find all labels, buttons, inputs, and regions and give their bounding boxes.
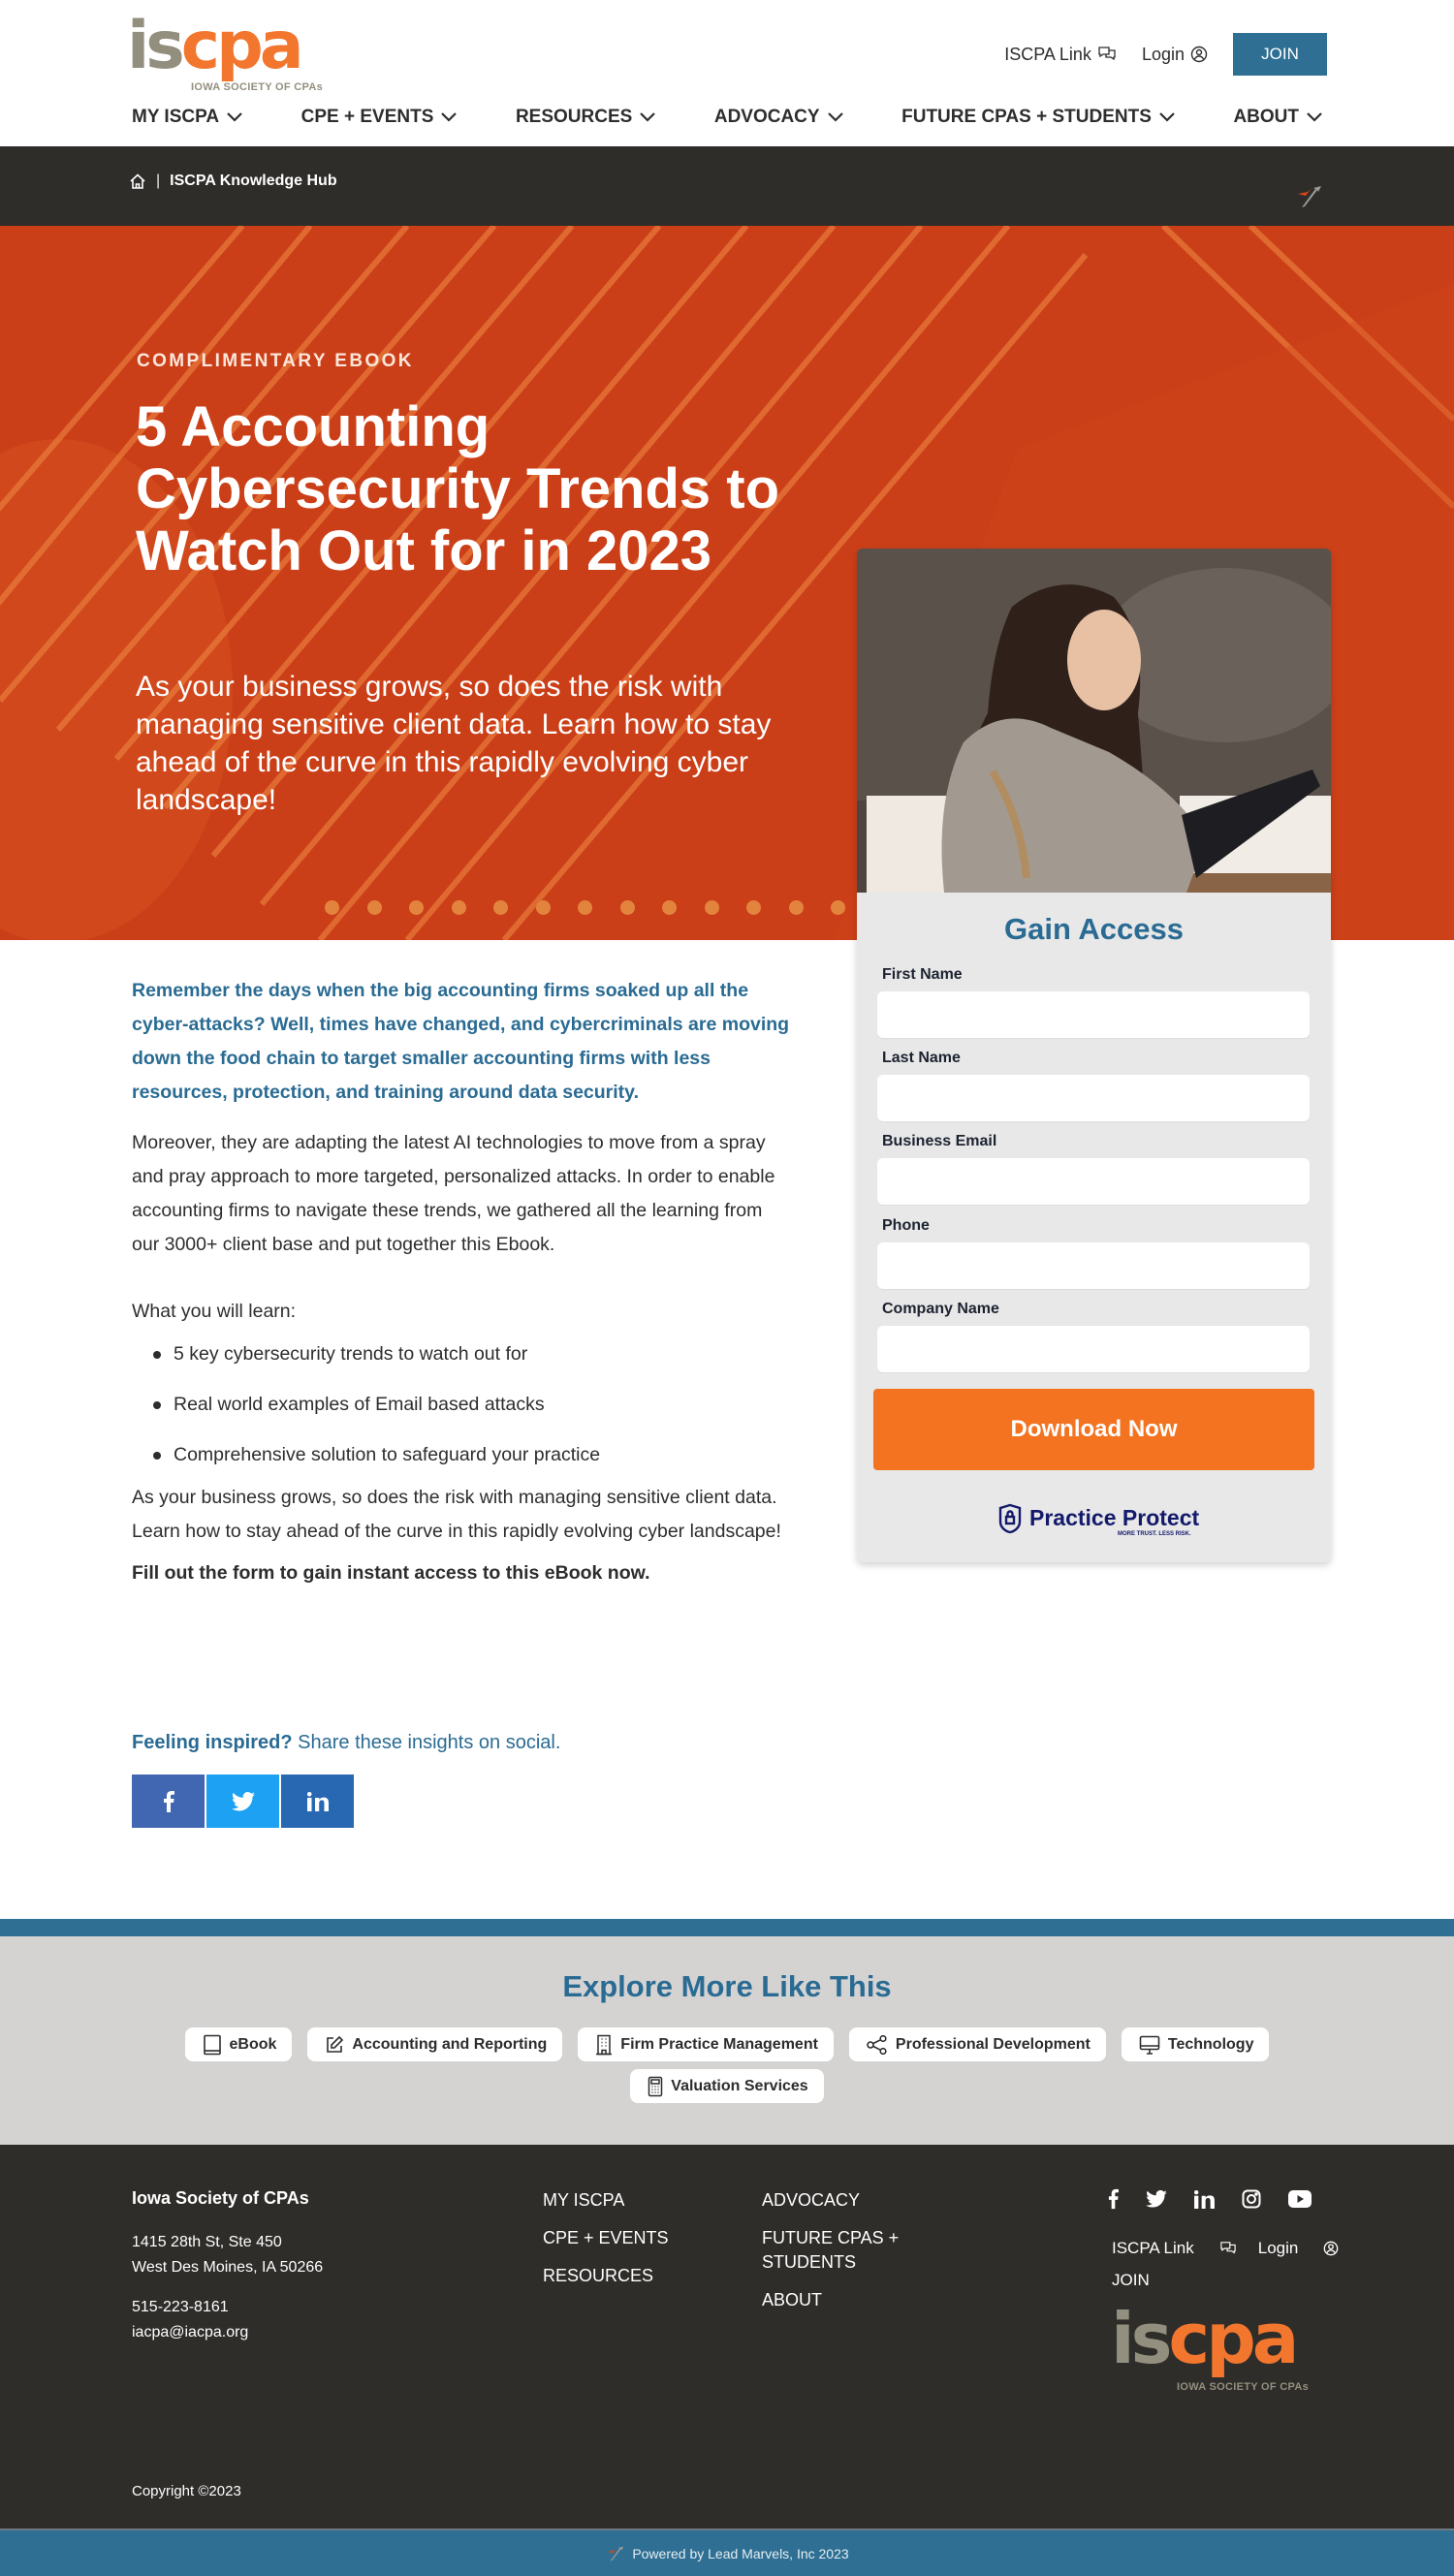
footer-facebook-link[interactable] — [1108, 2188, 1119, 2210]
share-facebook-button[interactable] — [132, 1775, 205, 1828]
body-paragraph: As your business grows, so does the risk with managing sensitive client data. Learn how to stay ahead of the curve in this rapidly evolving cyber landscape! — [132, 1487, 781, 1542]
footer-address: 1415 28th St, Ste 450 West Des Moines, IA 50266 — [132, 2234, 324, 2276]
logo-tagline: IOWA SOCIETY OF CPAs — [1177, 2381, 1309, 2393]
lead-marvels-icon — [605, 2543, 626, 2564]
footer-youtube-link[interactable] — [1288, 2190, 1312, 2208]
form-title: Gain Access — [1004, 912, 1184, 946]
footer-instagram-link[interactable] — [1242, 2189, 1261, 2209]
footer-social-links — [1108, 2188, 1339, 2210]
breadcrumb-current[interactable]: ISCPA Knowledge Hub — [170, 173, 337, 189]
learn-list — [132, 1339, 791, 1469]
first-name-label: First Name — [882, 966, 963, 983]
last-name-input[interactable] — [877, 1075, 1310, 1121]
chat-bubbles-icon — [1219, 2241, 1237, 2256]
tag-firm-practice-management[interactable]: Firm Practice Management — [578, 2027, 834, 2061]
company-name-label: Company Name — [882, 1301, 999, 1317]
download-now-button[interactable]: Download Now — [873, 1389, 1314, 1470]
main-nav — [132, 107, 1322, 128]
footer-twitter-link[interactable] — [1146, 2190, 1167, 2208]
practice-protect-logo: Practice Protect MORE TRUST. LESS RISK. — [998, 1503, 1199, 1534]
logo-wordmark: iscpa — [127, 8, 300, 84]
twitter-icon — [232, 1792, 255, 1811]
learn-heading: What you will learn: — [132, 1301, 297, 1322]
breadcrumb-bar — [0, 146, 1454, 226]
business-email-label: Business Email — [882, 1133, 997, 1149]
edit-icon — [325, 2035, 344, 2055]
topic-tags — [0, 2027, 1454, 2111]
footer-linkedin-link[interactable] — [1194, 2190, 1215, 2209]
site-footer — [0, 2145, 1454, 2529]
building-icon — [595, 2034, 613, 2056]
phone-input[interactable] — [877, 1242, 1310, 1289]
photo-illustration — [857, 549, 1331, 893]
footer-login-link[interactable]: Login — [1258, 2239, 1340, 2258]
monitor-icon — [1139, 2035, 1160, 2055]
nav-resources[interactable]: RESOURCES — [516, 107, 655, 128]
copyright-text: Copyright ©2023 — [132, 2483, 241, 2499]
footer-iscpa-link[interactable]: ISCPA Link — [1112, 2239, 1237, 2258]
share-prompt: Feeling inspired? Share these insights on social. — [132, 1732, 561, 1753]
user-circle-icon — [1190, 46, 1208, 63]
site-header — [0, 0, 1454, 146]
footer-link-future-cpas[interactable]: FUTURE CPAS + STUDENTS — [762, 2228, 900, 2272]
business-email-input[interactable] — [877, 1158, 1310, 1205]
list-item: Comprehensive solution to safeguard your practice — [132, 1440, 791, 1469]
footer-phone[interactable]: 515-223-8161 — [132, 2299, 229, 2315]
nav-advocacy[interactable]: ADVOCACY — [714, 107, 843, 128]
company-name-input[interactable] — [877, 1326, 1310, 1372]
footer-link-cpe-events[interactable]: CPE + EVENTS — [543, 2228, 669, 2247]
footer-link-advocacy[interactable]: ADVOCACY — [762, 2190, 861, 2210]
nav-future-cpas[interactable]: FUTURE CPAS + STUDENTS — [901, 107, 1175, 128]
nav-cpe-events[interactable]: CPE + EVENTS — [301, 107, 458, 128]
calculator-icon — [648, 2076, 663, 2097]
chevron-down-icon — [1307, 112, 1322, 122]
nav-about[interactable]: ABOUT — [1233, 107, 1322, 128]
tag-valuation-services[interactable]: Valuation Services — [630, 2069, 823, 2103]
linkedin-icon — [307, 1792, 329, 1811]
youtube-icon — [1288, 2190, 1312, 2208]
last-name-label: Last Name — [882, 1050, 961, 1066]
powered-by-bar — [0, 2529, 1454, 2576]
chevron-down-icon — [828, 112, 843, 122]
nav-my-iscpa[interactable]: MY ISCPA — [132, 107, 242, 128]
chevron-down-icon — [640, 112, 655, 122]
share-twitter-button[interactable] — [206, 1775, 279, 1828]
gain-access-form-card — [857, 549, 1331, 1562]
breadcrumb: | ISCPA Knowledge Hub — [129, 173, 337, 190]
iscpa-logo[interactable] — [127, 8, 340, 97]
footer-link-my-iscpa[interactable]: MY ISCPA — [543, 2190, 625, 2210]
tag-ebook[interactable]: eBook — [185, 2027, 293, 2061]
explore-top-border — [0, 1919, 1454, 1936]
footer-link-about[interactable]: ABOUT — [762, 2290, 823, 2309]
tag-professional-development[interactable]: Professional Development — [849, 2027, 1106, 2061]
woman-with-tablet-photo — [857, 549, 1331, 893]
join-button[interactable]: JOIN — [1233, 33, 1327, 76]
first-name-input[interactable] — [877, 991, 1310, 1038]
logo-wordmark: iscpa — [1111, 2298, 1296, 2379]
book-icon — [203, 2034, 222, 2056]
login-link[interactable]: Login — [1142, 45, 1208, 65]
logo-tagline: IOWA SOCIETY OF CPAs — [191, 81, 323, 93]
chevron-down-icon — [441, 112, 457, 122]
instagram-icon — [1242, 2189, 1261, 2209]
facebook-icon — [1108, 2188, 1119, 2210]
footer-email[interactable]: iacpa@iacpa.org — [132, 2324, 249, 2340]
footer-nav-col-1 — [543, 2188, 669, 2302]
body-paragraph: Moreover, they are adapting the latest AI technologies to move from a spray and pray approach to more targeted, personalized attacks. In order to enable accounting firms to navigate these trends, we gathered all the learning from our 3000+ client base and put together this Ebook. — [132, 1132, 775, 1255]
phone-label: Phone — [882, 1217, 930, 1234]
cta-text: Fill out the form to gain instant access to this eBook now. — [132, 1562, 650, 1584]
list-item: Real world examples of Email based attacks — [132, 1390, 791, 1419]
tag-accounting-reporting[interactable]: Accounting and Reporting — [307, 2027, 562, 2061]
chevron-down-icon — [1159, 112, 1175, 122]
utility-links — [1004, 33, 1327, 76]
lead-marvels-icon — [1294, 184, 1325, 209]
linkedin-icon — [1194, 2190, 1215, 2209]
hero-eyebrow: COMPLIMENTARY EBOOK — [137, 351, 414, 371]
twitter-icon — [1146, 2190, 1167, 2208]
footer-org-name: Iowa Society of CPAs — [132, 2188, 309, 2208]
lead-paragraph: Remember the days when the big accounting firms soaked up all the cyber-attacks? Well, times have changed, and cybercriminals are moving down the food chain to target smaller accounting firms with less resources, protection, and training around data security. — [132, 980, 790, 1103]
explore-title: Explore More Like This — [562, 1969, 892, 2003]
practice-protect-tagline: MORE TRUST. LESS RISK. — [1118, 1531, 1191, 1537]
powered-by-text[interactable]: Powered by Lead Marvels, Inc 2023 — [632, 2545, 849, 2561]
share-nodes-icon — [867, 2035, 888, 2055]
facebook-icon — [163, 1791, 174, 1812]
share-buttons — [132, 1775, 356, 1828]
dots-decoration — [325, 900, 873, 915]
list-item: 5 key cybersecurity trends to watch out for — [132, 1339, 791, 1368]
user-circle-icon — [1323, 2241, 1339, 2256]
share-linkedin-button[interactable] — [281, 1775, 354, 1828]
home-icon[interactable] — [129, 173, 146, 190]
hero-subtitle: As your business grows, so does the risk with managing sensitive client data. Learn how to stay ahead of the curve in this rapidly evolving cyber landscape! — [136, 671, 772, 816]
shield-lock-icon — [998, 1503, 1022, 1534]
chevron-down-icon — [227, 112, 242, 122]
footer-join-link[interactable]: JOIN — [1112, 2271, 1150, 2289]
iscpa-link[interactable]: ISCPA Link — [1004, 45, 1117, 65]
explore-section — [0, 1936, 1454, 2145]
footer-nav-col-2 — [762, 2188, 917, 2326]
footer-iscpa-logo[interactable] — [1111, 2298, 1324, 2404]
tag-technology[interactable]: Technology — [1122, 2027, 1270, 2061]
chat-bubbles-icon — [1097, 46, 1117, 63]
footer-link-resources[interactable]: RESOURCES — [543, 2266, 654, 2285]
footer-contact — [132, 2295, 248, 2345]
hero-title: 5 Accounting Cybersecurity Trends to Watch Out for in 2023 — [136, 395, 779, 582]
article-body — [132, 974, 791, 1587]
footer-utility-links — [1112, 2239, 1360, 2258]
